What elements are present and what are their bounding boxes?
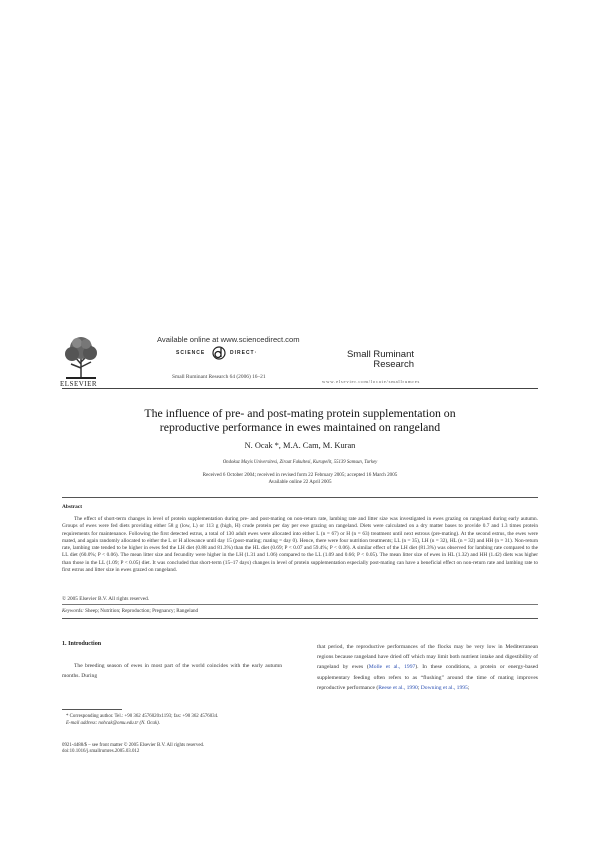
keywords-list: Sheep; Nutrition; Reproduction; Pregnancy; Rangeland [85, 608, 199, 614]
publisher-logo-text: ELSEVIER [60, 380, 98, 388]
title-line-2: reproductive performance in ewes maintained on rangeland [159, 420, 441, 434]
bottom-publication-info [62, 743, 282, 756]
paper-title [62, 406, 538, 434]
elsevier-tree-logo [62, 334, 100, 380]
sciencedirect-logo [176, 346, 296, 360]
author-list: N. Ocak *, M.A. Cam, M. Kuran [244, 441, 356, 450]
keywords-divider [62, 604, 538, 605]
title-divider [62, 497, 538, 498]
sciencedirect-mark-icon [212, 346, 226, 360]
footnote-divider [62, 709, 122, 710]
issn-line: 0921-4488/$ – see front matter © 2005 Elsevier B.V. All rights reserved. [62, 743, 205, 748]
sciencedirect-logo-left: SCIENCE [176, 350, 206, 356]
journal-citation: Small Ruminant Research 64 (2006) 16–21 [172, 374, 266, 380]
available-online-date: Available online 22 April 2005 [268, 479, 332, 485]
citation-link-molle[interactable]: Molle et al., 1997 [368, 664, 416, 671]
section-heading-introduction: 1. Introduction [62, 641, 102, 647]
abstract-bottom-divider [62, 618, 538, 619]
available-online-link[interactable]: Available online at www.sciencedirect.com [157, 335, 300, 344]
intro-left-column [62, 662, 282, 681]
email-note [62, 721, 282, 728]
citation-link-reese[interactable]: Reese et al., 1990 [378, 684, 418, 691]
corresponding-author-note: * Corresponding author. Tel.: +90 362 4576020x1193; fax: +90 362 4576034. [66, 714, 219, 719]
abstract-heading: Abstract [62, 504, 83, 510]
journal-logo [326, 350, 414, 370]
title-line-1: The influence of pre- and post-mating protein supplementation on [144, 406, 456, 420]
intro-text-1: that period, the reproductive performances of the flocks may be very low in Mediterranean regions because rangeland have dried off which may limit both nutrient intake and digestibility of rangeland by ewes ( [317, 644, 538, 671]
sciencedirect-logo-right: DIRECT· [230, 350, 258, 356]
footnotes [62, 714, 282, 727]
journal-url-link[interactable]: www.elsevier.com/locate/smallrumres [322, 379, 421, 384]
intro-text-3: ; [467, 684, 470, 691]
email-address-line[interactable]: E-mail address: nohcak@omu.edu.tr (N. Ocak). [66, 720, 160, 726]
affiliation: Ondokuz Mayis Universitesi, Ziraat Fakultesi, Kurupelit, 55139 Samsun, Turkey [222, 460, 378, 465]
intro-text-2: ). In these conditions, a protein or energy-based supplementary feeding often refers to as “flushing” around the time of mating improves reproductive performance ( [317, 664, 538, 691]
abstract-text: The effect of short-term changes in level of protein supplementation during pre- and post-mating on non-return rate, lambing rate and litter size was investigated in ewes grazing on rangeland during early autumn. Groups of ewes were fed diets providing either 58 g (low, L) or 113 g (high, H) crude protein per day per ewe grazing on rangeland. Diets were calculated on a dry matter bases to provide 0.7 and 1.3 times protein requirements for maintenance. Following the first detected estrus, a total of 130 adult ewes were allocated into either L (n = 67) or H (n = 63) treatment until next estrous (pre-mating). At the second estrus, the ewes were mated, and again randomly allocated to either the L or H allowance until day 15 (post-mating; mating = day 0). Hence, there were four nutrition treatments; LL (n = 35), LH (n = 32), HL (n = 32) and HH (n = 31). Non-return rate, lambing rate tended to be higher in ewes fed the LH diet (0.88 and 81.3%) than the HL diet (0.69; P < 0.07 and 59.4%; P < 0.06). A similar effect of the LH diet (81.3%) was observed for lambing rate compared to the LL diet (60.0%; P < 0.06). The mean litter size and fecundity were higher in the LH (1.31 and 1.06) compared to the LL (1.09 and 0.66; P < 0.05). The mean litter size of ewes in HL (1.32) and HH (1.42) diets was higher than those in the LL (1.09; P < 0.05) diet. It was concluded that short-term (15–17 days) changes in level of protein supplementation especially post-mating can have a beneficial effect on non-return rate and lambing rate to first estrus and litter size in ewes grazed on rangeland. [62, 516, 538, 574]
header-divider [62, 388, 538, 389]
doi-line[interactable]: doi:10.1016/j.smallrumres.2005.03.012 [62, 749, 140, 755]
abstract-body [62, 516, 538, 574]
copyright-notice: © 2005 Elsevier B.V. All rights reserved. [62, 596, 150, 602]
intro-right-column [317, 642, 538, 693]
citation-separator: ; [417, 684, 421, 691]
keywords-label: Keywords: [62, 608, 84, 614]
journal-logo-line2: Research [373, 359, 414, 370]
intro-paragraph-1: The breeding season of ewes in most part of the world coincides with the early autumn months. During [62, 663, 282, 679]
citation-link-downing[interactable]: Downing et al., 1995 [420, 684, 468, 691]
keywords-line [62, 608, 198, 614]
received-dates: Received 6 October 2004; received in revised form 22 February 2005; accepted 16 March 2005 [202, 472, 398, 478]
journal-logo-line1: Small Ruminant [346, 349, 414, 360]
